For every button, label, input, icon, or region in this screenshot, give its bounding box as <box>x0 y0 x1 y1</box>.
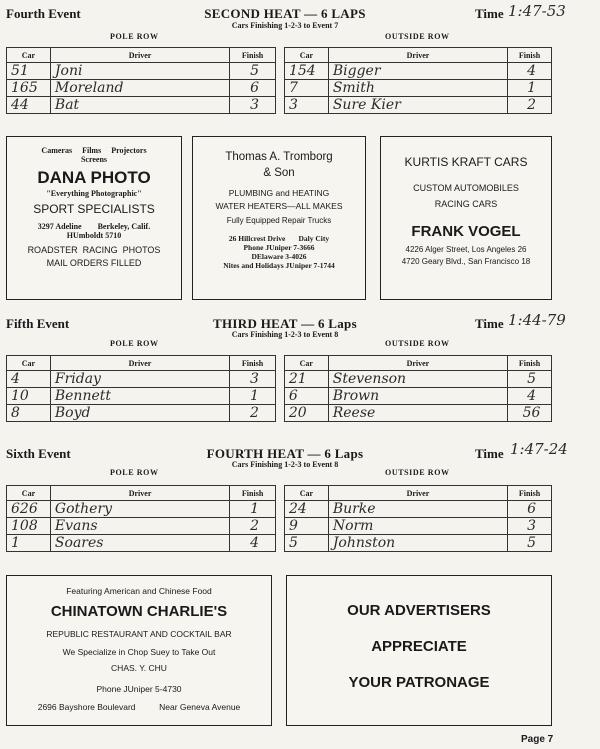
ad-phone: Phone JUniper 7-3666 <box>243 243 315 252</box>
results-table <box>6 355 552 422</box>
outside-row-label: OUTSIDE ROW <box>385 339 450 348</box>
car-number: 108 <box>7 518 51 535</box>
ad-business-name: KURTIS KRAFT CARS <box>404 155 528 169</box>
finish-position: 6 <box>230 80 276 97</box>
ad-featuring: Featuring American and Chinese Food <box>66 586 212 596</box>
car-number: 51 <box>7 63 51 80</box>
driver-name: Friday <box>50 371 229 388</box>
car-number: 44 <box>7 97 51 114</box>
ad-service-line: PLUMBING and HEATING <box>228 188 330 198</box>
ad-kurtis-kraft <box>380 136 552 300</box>
finish-position: 6 <box>508 501 552 518</box>
finish-position: 1 <box>230 501 276 518</box>
col-gap <box>275 356 284 371</box>
heat-subtitle: Cars Finishing 1-2-3 to Event 8 <box>231 330 339 339</box>
finish-position: 5 <box>230 63 276 80</box>
outside-row-label: OUTSIDE ROW <box>385 468 450 477</box>
col-header-car: Car <box>7 48 51 63</box>
table-header-row <box>7 486 552 501</box>
ad-address: 3297 Adeline Berkeley, Calif. <box>37 222 151 231</box>
driver-name: Bigger <box>328 63 507 80</box>
driver-name: Gothery <box>50 501 229 518</box>
col-header-driver: Driver <box>50 48 229 63</box>
col-header-finish: Finish <box>508 486 552 501</box>
col-header-car: Car <box>284 486 328 501</box>
car-number: 7 <box>284 80 328 97</box>
col-header-driver: Driver <box>328 486 507 501</box>
finish-position: 2 <box>230 405 276 422</box>
col-gap <box>276 486 285 501</box>
driver-name: Johnston <box>328 535 507 552</box>
table-row <box>7 97 552 114</box>
ad-address: 2696 Bayshore Boulevard Near Geneva Avenue <box>37 702 241 712</box>
time-value: 1:47-53 <box>508 2 566 20</box>
table-row <box>7 63 552 80</box>
driver-name: Brown <box>328 388 507 405</box>
page-number: Page 7 <box>521 734 554 745</box>
ad-service-line: We Specialize in Chop Suey to Take Out <box>62 647 216 657</box>
ad-tromborg-plumbing <box>192 136 366 300</box>
pole-row-label: POLE ROW <box>110 32 159 41</box>
results-table <box>6 47 552 114</box>
car-number: 165 <box>7 80 51 97</box>
col-header-car: Car <box>7 486 51 501</box>
ad-services: ROADSTER RACING PHOTOS <box>27 245 161 255</box>
ad-owner: CHAS. Y. CHU <box>111 663 167 673</box>
col-header-car: Car <box>284 356 328 371</box>
col-header-driver: Driver <box>50 486 229 501</box>
ad-phone: HUmboldt 5710 <box>66 231 122 240</box>
finish-position: 4 <box>508 63 552 80</box>
time-label: Time <box>475 316 504 331</box>
car-number: 9 <box>284 518 328 535</box>
ad-business-name: Thomas A. Tromborg <box>225 151 333 163</box>
table-row <box>7 501 552 518</box>
event-label: Fourth Event <box>6 6 81 21</box>
col-gap <box>276 97 285 114</box>
car-number: 21 <box>284 371 328 388</box>
time-label: Time <box>475 446 504 461</box>
heat-subtitle: Cars Finishing 1-2-3 to Event 8 <box>231 460 339 469</box>
driver-name: Joni <box>50 63 229 80</box>
col-header-car: Car <box>284 48 328 63</box>
col-header-finish: Finish <box>230 48 276 63</box>
finish-position: 4 <box>230 535 276 552</box>
car-number: 10 <box>7 388 51 405</box>
driver-name: Smith <box>328 80 507 97</box>
car-number: 4 <box>7 371 51 388</box>
finish-position: 5 <box>508 535 552 552</box>
ad-service-line: CUSTOM AUTOMOBILES <box>413 183 519 193</box>
ad-specialty: SPORT SPECIALISTS <box>33 202 155 216</box>
car-number: 626 <box>7 501 51 518</box>
finish-position: 2 <box>230 518 276 535</box>
car-number: 20 <box>284 405 328 422</box>
ad-service-line: Fully Equipped Repair Trucks <box>226 216 332 225</box>
driver-name: Boyd <box>50 405 229 422</box>
car-number: 3 <box>284 97 328 114</box>
car-number: 24 <box>284 501 328 518</box>
col-header-driver: Driver <box>328 48 507 63</box>
advertisers-line: APPRECIATE <box>371 638 467 655</box>
event-label: Fifth Event <box>6 316 70 331</box>
ad-business-name: CHINATOWN CHARLIE'S <box>50 603 228 620</box>
driver-name: Evans <box>50 518 229 535</box>
col-gap <box>276 501 285 518</box>
col-header-finish: Finish <box>508 48 552 63</box>
ad-phone: Nites and Holidays JUniper 7-1744 <box>223 261 335 270</box>
ad-contact-name: FRANK VOGEL <box>411 223 521 240</box>
col-gap <box>275 388 284 405</box>
finish-position: 5 <box>508 371 552 388</box>
table-row <box>7 518 552 535</box>
finish-position: 4 <box>508 388 552 405</box>
finish-position: 3 <box>230 371 276 388</box>
ad-business-name: DANA PHOTO <box>37 168 151 187</box>
time-label: Time <box>475 6 504 21</box>
col-header-finish: Finish <box>230 356 276 371</box>
time-value: 1:47-24 <box>510 440 568 458</box>
col-header-driver: Driver <box>328 356 507 371</box>
ad-products-screens: Screens <box>80 155 108 164</box>
driver-name: Sure Kier <box>328 97 507 114</box>
ad-chinatown-charlies <box>6 575 272 726</box>
col-header-driver: Driver <box>50 356 229 371</box>
finish-position: 56 <box>508 405 552 422</box>
ad-phone: Phone JUniper 5-4730 <box>96 684 182 694</box>
driver-name: Bat <box>50 97 229 114</box>
ad-dana-photo <box>6 136 182 300</box>
col-header-finish: Finish <box>508 356 552 371</box>
ad-services-mail: MAIL ORDERS FILLED <box>46 258 142 268</box>
table-header-row <box>7 48 552 63</box>
car-number: 154 <box>284 63 328 80</box>
col-header-finish: Finish <box>230 486 276 501</box>
finish-position: 2 <box>508 97 552 114</box>
driver-name: Burke <box>328 501 507 518</box>
col-gap <box>276 80 285 97</box>
pole-row-label: POLE ROW <box>110 339 159 348</box>
advertisers-line: YOUR PATRONAGE <box>348 674 490 691</box>
col-gap <box>276 63 285 80</box>
finish-position: 1 <box>508 80 552 97</box>
pole-row-label: POLE ROW <box>110 468 159 477</box>
time-value: 1:44-79 <box>508 311 566 329</box>
driver-name: Norm <box>328 518 507 535</box>
ad-address: 4226 Alger Street, Los Angeles 26 <box>405 245 527 254</box>
finish-position: 3 <box>230 97 276 114</box>
event-label: Sixth Event <box>6 446 71 461</box>
advertisers-line: OUR ADVERTISERS <box>347 602 491 619</box>
col-gap <box>276 535 285 552</box>
col-gap <box>276 518 285 535</box>
table-row <box>7 80 552 97</box>
table-row <box>7 388 552 405</box>
table-row <box>7 371 552 388</box>
car-number: 6 <box>284 388 328 405</box>
col-gap <box>275 405 284 422</box>
table-row <box>7 405 552 422</box>
heat-title: FOURTH HEAT — 6 Laps <box>206 446 364 461</box>
heat-title: THIRD HEAT — 6 Laps <box>213 316 357 331</box>
driver-name: Bennett <box>50 388 229 405</box>
results-table <box>6 485 552 552</box>
ad-slogan: "Everything Photographic" <box>46 189 142 198</box>
finish-position: 1 <box>230 388 276 405</box>
outside-row-label: OUTSIDE ROW <box>385 32 450 41</box>
finish-position: 3 <box>508 518 552 535</box>
car-number: 1 <box>7 535 51 552</box>
driver-name: Moreland <box>50 80 229 97</box>
ad-phone: DElaware 3-4026 <box>251 252 307 261</box>
ad-address: 4720 Geary Blvd., San Francisco 18 <box>401 257 531 266</box>
table-header-row <box>7 356 552 371</box>
ad-service-line: RACING CARS <box>434 199 498 209</box>
driver-name: Stevenson <box>328 371 507 388</box>
heat-subtitle: Cars Finishing 1-2-3 to Event 7 <box>231 21 339 30</box>
col-header-car: Car <box>7 356 51 371</box>
ad-products: Cameras Films Projectors <box>41 146 147 155</box>
col-gap <box>275 371 284 388</box>
heat-title: SECOND HEAT — 6 LAPS <box>204 6 366 21</box>
ad-our-advertisers <box>286 575 552 726</box>
col-gap <box>276 48 285 63</box>
table-row <box>7 535 552 552</box>
ad-business-name-suffix: & Son <box>263 167 295 179</box>
ad-service-line: WATER HEATERS—ALL MAKES <box>215 201 343 211</box>
car-number: 5 <box>284 535 328 552</box>
driver-name: Soares <box>50 535 229 552</box>
ad-address: 26 Hillcrest Drive Daly City <box>228 234 330 243</box>
ad-service-line: REPUBLIC RESTAURANT AND COCKTAIL BAR <box>46 629 232 639</box>
car-number: 8 <box>7 405 51 422</box>
driver-name: Reese <box>328 405 507 422</box>
